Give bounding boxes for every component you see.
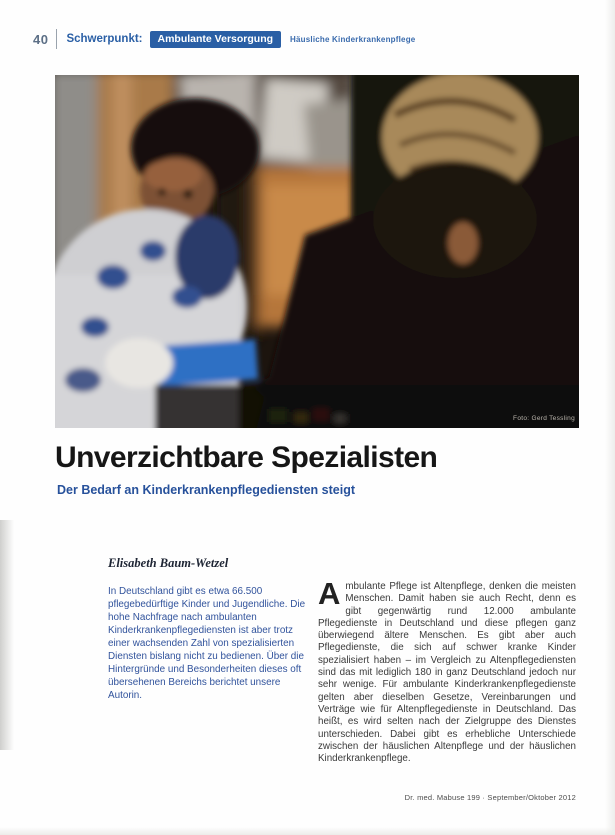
article-body-text: mbulante Pflege ist Altenpflege, denken die meisten Menschen. Damit haben sie auch Recht, denn es gibt gegenwärtig rund 12.000 ambulante Pflegedienste in Deutschland und diese pflegen ganz überwiegend ältere Menschen. Es gibt aber auch Pflegedienste, die sich auf schwer kranke Kinder spezialisiert haben – im Vergleich zu Altenpflegediensten sind das mit lediglich 180 in ganz Deutschland jedoch nur sehr wenige. Für ambulante Kinderkrankenpflegedienste gelten aber dieselben Gesetze, Vereinbarungen und Verträge wie für Altenpflegedienste in Deutschland. Das heißt, es wird selten nach der Zielgruppe des Dienstes unterschieden. Dabei gibt es erhebliche Unterschiede zwischen der häuslichen Altenpflege und der häuslichen Kinderkrankenpflege. — [318, 581, 576, 765]
article-photo — [55, 75, 579, 428]
article-subtitle: Der Bedarf an Kinderkrankenpflegediensten steigt — [57, 483, 355, 497]
photo-credit: Foto: Gerd Tessling — [513, 415, 575, 422]
scan-shadow-left — [0, 520, 14, 750]
section-badge: Ambulante Versorgung — [150, 31, 282, 48]
page-header — [33, 28, 415, 50]
section-label: Schwerpunkt: — [66, 33, 143, 45]
page-number: 40 — [33, 31, 49, 47]
section-topic: Häusliche Kinderkrankenpflege — [290, 34, 416, 44]
article-author: Elisabeth Baum-Wetzel — [108, 556, 229, 570]
header-divider — [56, 29, 57, 49]
article-photo-illustration — [55, 75, 579, 428]
scan-shadow-right — [605, 0, 615, 835]
journal-footer: Dr. med. Mabuse 199 · September/Oktober 2012 — [404, 793, 576, 802]
article-intro: In Deutschland gibt es etwa 66.500 pflegebedürftige Kinder und Jugendliche. Die hohe Nachfrage nach ambulanten Kinderkrankenpflegediensten ist aber trotz einer wachsenden Zahl von spezialisierten Diensten bislang nicht zu bedienen. Über die Hintergründe und Besonderheiten dieses oft übersehenen Bereichs berichtet unsere Autorin. — [108, 586, 306, 701]
article-body — [318, 576, 576, 765]
scan-shadow-bottom — [0, 827, 615, 835]
article-title: Unverzichtbare Spezialisten — [55, 441, 438, 474]
dropcap: A — [318, 576, 341, 611]
